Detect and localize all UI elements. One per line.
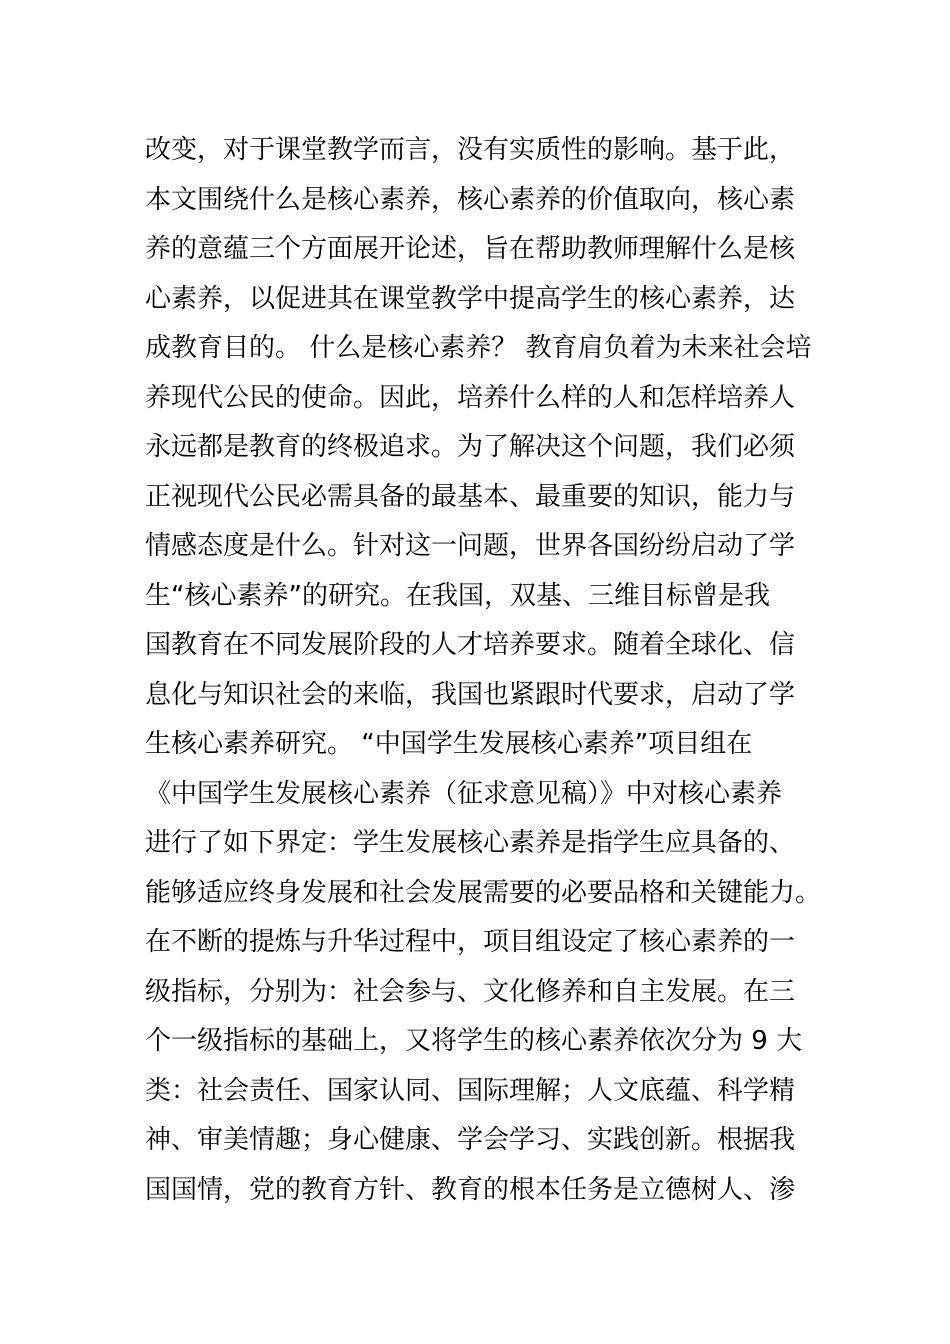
text-line: 《中国学生发展核心素养（征求意见稿）》中对核心素养 — [145, 778, 783, 809]
text-line: 类：社会责任、国家认同、国际理解；人文底蕴、科学精 — [145, 1075, 796, 1106]
text-line: 情感态度是什么。针对这一问题，世界各国纷纷启动了学 — [145, 531, 796, 561]
text-line: 进行了如下界定：学生发展核心素养是指学生应具备的、 — [145, 828, 796, 858]
text-line: 级指标，分别为：社会参与、文化修养和自主发展。在三 — [145, 976, 796, 1007]
text-line: 在不断的提炼与升华过程中，项目组设定了核心素养的一 — [145, 927, 796, 957]
text-line: 神、审美情趣；身心健康、学会学习、实践创新。根据我 — [145, 1125, 796, 1155]
text-line: 正视现代公民必需具备的最基本、最重要的知识，能力与 — [145, 481, 796, 512]
text-line: 改变，对于课堂教学而言，没有实质性的影响。基于此， — [145, 135, 796, 165]
text-line: 能够适应终身发展和社会发展需要的必要品格和关键能力。 — [145, 877, 822, 908]
text-line: 心素养，以促进其在课堂教学中提高学生的核心素养，达 — [145, 283, 796, 314]
text-line: 国国情，党的教育方针、教育的根本任务是立德树人、渗 — [145, 1174, 796, 1205]
body-text — [145, 126, 845, 1215]
text-line: 养现代公民的使命。因此，培养什么样的人和怎样培养人 — [145, 382, 796, 413]
text-line: 生“核心素养”的研究。在我国，双基、三维目标曾是我 — [145, 580, 770, 611]
text-line: 养的意蕴三个方面展开论述，旨在帮助教师理解什么是核 — [145, 234, 796, 264]
text-line: 生核心素养研究。 “中国学生发展核心素养”项目组在 — [145, 729, 753, 759]
text-line: 永远都是教育的终极追求。为了解决这个问题，我们必须 — [145, 432, 796, 462]
text-line: 个一级指标的基础上，又将学生的核心素养依次分为 9 大 — [145, 1026, 803, 1056]
text-line: 本文围绕什么是核心素养，核心素养的价值取向，核心素 — [145, 184, 796, 215]
text-line: 国教育在不同发展阶段的人才培养要求。随着全球化、信 — [145, 630, 796, 660]
text-line: 成教育目的。 什么是核心素养？ 教育肩负着为未来社会培 — [145, 333, 812, 363]
text-line: 息化与知识社会的来临，我国也紧跟时代要求，启动了学 — [145, 679, 796, 710]
